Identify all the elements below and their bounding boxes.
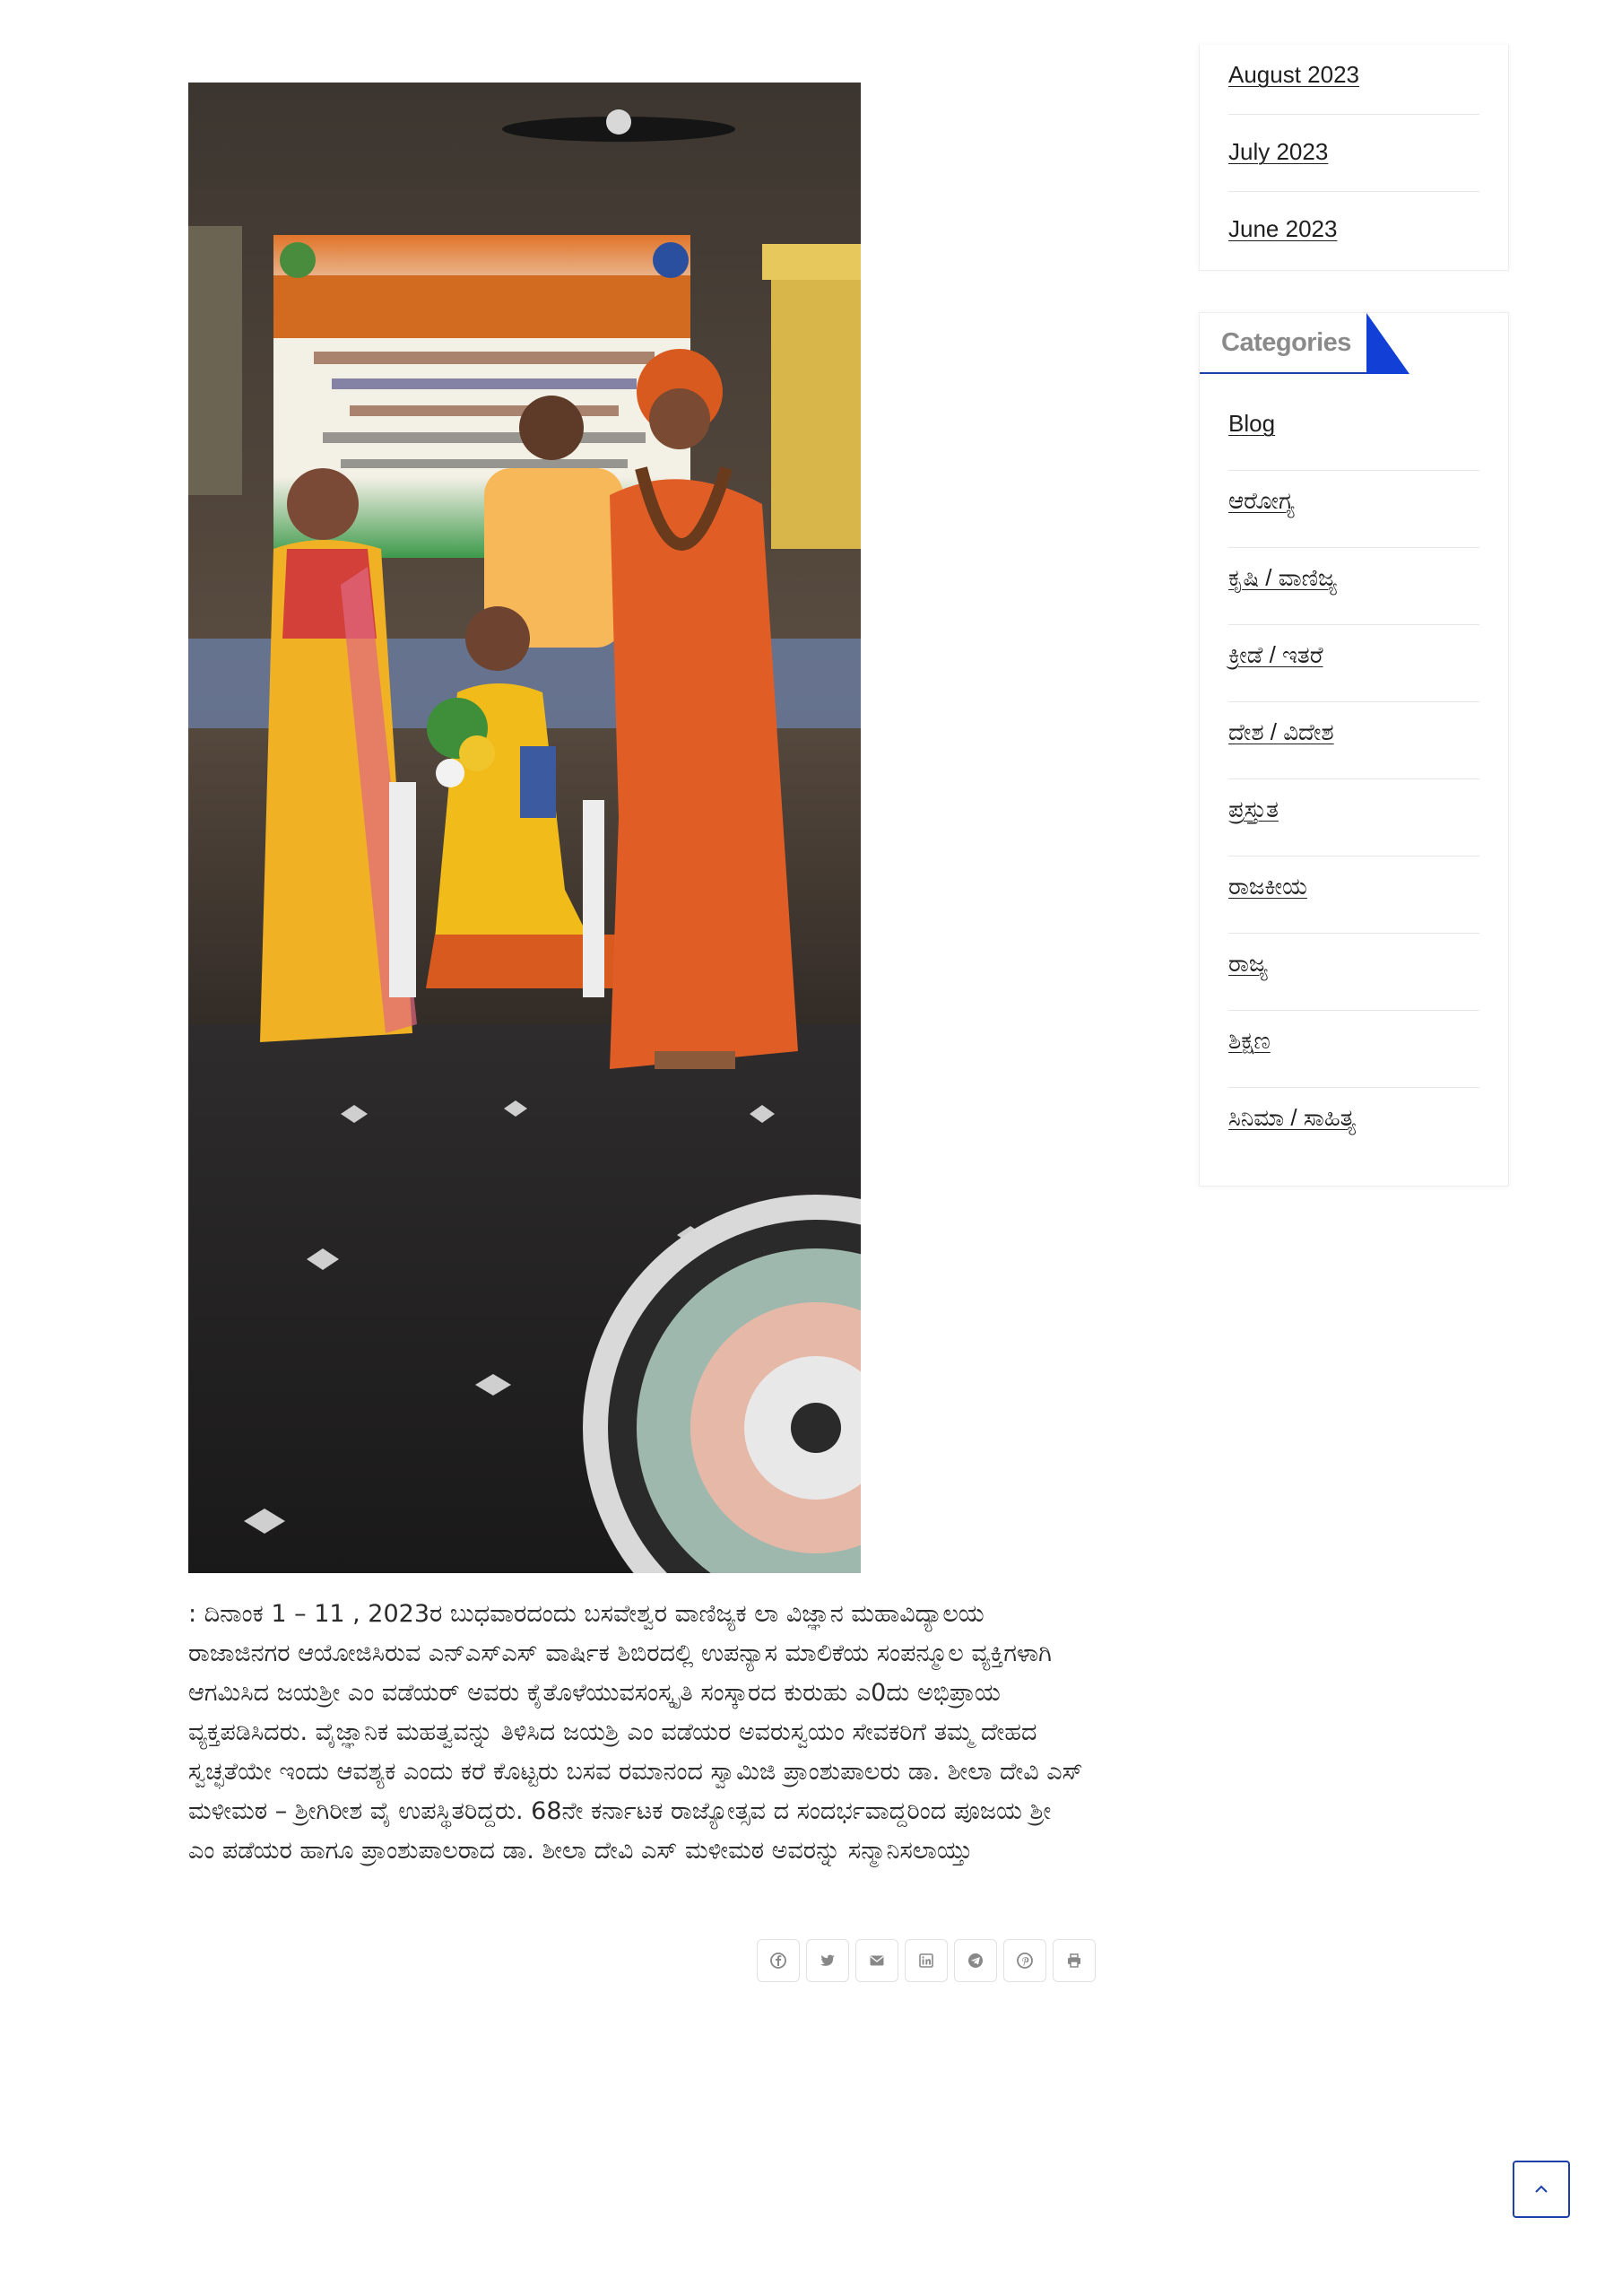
category-link-blog[interactable]: Blog <box>1228 410 1276 437</box>
categories-widget <box>1199 312 1509 1187</box>
list-item <box>1228 115 1479 192</box>
list-item <box>1228 1088 1479 1165</box>
category-link-agriculture-commerce[interactable]: ಕೃಷಿ / ವಾಣಿಜ್ಯ <box>1228 564 1338 591</box>
archive-link-july-2023[interactable]: July 2023 <box>1228 138 1329 165</box>
share-twitter-button[interactable] <box>806 1939 849 1982</box>
widget-header <box>1200 313 1508 374</box>
archive-link-june-2023[interactable]: June 2023 <box>1228 215 1338 242</box>
archive-link-august-2023[interactable]: August 2023 <box>1228 61 1360 88</box>
category-link-state[interactable]: ರಾಜ್ಯ <box>1228 950 1268 977</box>
list-item <box>1228 45 1479 115</box>
category-link-politics[interactable]: ರಾಜಕೀಯ <box>1228 873 1307 900</box>
print-button[interactable] <box>1053 1939 1096 1982</box>
chevron-up-icon <box>1533 2184 1549 2195</box>
list-item <box>1228 394 1479 471</box>
article-body <box>188 1595 1085 1871</box>
article-paragraph: : ದಿನಾಂಕ 1 – 11 , 2023ರ ಬುಧವಾರದಂದು ಬಸವೇಶ್ವರ ವಾಣಿಜ್ಯಕ ಲಾ ವಿಜ್ಞಾನ ಮಹಾವಿದ್ಯಾಲಯ ರಾಜಾಜಿನಗರ ಆಯೋಜಿಸಿರುವ ಎನ್‌ಎಸ್‌ಎಸ್ ವಾರ್ಷಿಕ ಶಿಬಿರದಲ್ಲಿ ಉಪನ್ಯಾಸ ಮಾಲಿಕೆಯ ಸಂಪನ್ಮೂಲ ವ್ಯಕ್ತಿಗಳಾಗಿ ಆಗಮಿಸಿದ ಜಯಶ್ರೀ ಎಂ ವಡೆಯರ್ ಅವರು ಕೈತೊಳೆಯುವಸಂಸ್ಕೃತಿ ಸಂಸ್ಕಾರದ ಕುರುಹು ಎ0ದು ಅಭಿಪ್ರಾಯ ವ್ಯಕ್ತಪಡಿಸಿದರು. ವೈಜ್ಞಾನಿಕ ಮಹತ್ವವನ್ನು ತಿಳಿಸಿದ ಜಯಶ್ರಿ ಎಂ ವಡೆಯರ ಅವರುಸ್ವಯಂ ಸೇವಕರಿಗೆ ತಮ್ಮ ದೇಹದ ಸ್ವಚ್ಛತೆಯೇ ಇಂದು ಆವಶ್ಯಕ ಎಂದು ಕರೆ ಕೊಟ್ಟರು ಬಸವ ರಮಾನಂದ ಸ್ವಾಮಿಜಿ ಪ್ರಾಂಶುಪಾಲರು ಡಾ. ಶೀಲಾ ದೇವಿ ಎಸ್ ಮಳೀಮಠ – ಶ್ರೀಗಿರೀಶ ವೈ ಉಪಸ್ಥಿತರಿದ್ದರು. 68ನೇ ಕರ್ನಾಟಕ ರಾಜ್ಯೋತ್ಸವ ದ ಸಂದರ್ಭವಾದ್ದರಿಂದ ಪೂಜಯ ಶ್ರೀ ಎಂ ಪಡೆಯರ ಹಾಗೂ ಪ್ರಾಂಶುಪಾಲರಾದ ಡಾ. ಶೀಲಾ ದೇವಿ ಎಸ್ ಮಳೀಮಠ ಅವರನ್ನು ಸನ್ಮಾನಿಸಲಾಯ್ತು <box>188 1600 1083 1865</box>
list-item <box>1228 625 1479 702</box>
archives-widget <box>1199 45 1509 271</box>
categories-list <box>1200 394 1508 1165</box>
print-icon <box>1065 1952 1083 1970</box>
list-item <box>1228 471 1479 548</box>
list-item <box>1228 857 1479 934</box>
list-item <box>1228 192 1479 269</box>
category-link-health[interactable]: ಆರೋಗ್ಯ <box>1228 487 1295 514</box>
share-telegram-button[interactable] <box>954 1939 997 1982</box>
article-photo <box>188 83 861 1573</box>
list-item <box>1228 702 1479 779</box>
twitter-icon <box>819 1952 837 1970</box>
share-linkedin-button[interactable] <box>905 1939 948 1982</box>
category-link-sports-others[interactable]: ಕ್ರೀಡೆ / ಇತರೆ <box>1228 641 1323 668</box>
category-link-education[interactable]: ಶಿಕ್ಷಣ <box>1228 1027 1271 1054</box>
pinterest-icon <box>1016 1952 1034 1970</box>
telegram-icon <box>967 1952 984 1970</box>
list-item <box>1228 1011 1479 1088</box>
list-item <box>1228 934 1479 1011</box>
archives-list <box>1200 45 1508 269</box>
list-item <box>1228 548 1479 625</box>
scroll-to-top-button[interactable] <box>1513 2161 1570 2218</box>
facebook-icon <box>769 1952 787 1970</box>
category-link-cinema-literature[interactable]: ಸಿನಿಮಾ / ಸಾಹಿತ್ಯ <box>1228 1104 1357 1131</box>
email-icon <box>868 1952 886 1970</box>
list-item <box>1228 779 1479 857</box>
share-buttons <box>757 1939 1096 1982</box>
categories-title: Categories <box>1200 313 1366 374</box>
title-flag-decoration <box>1366 313 1409 374</box>
category-link-current[interactable]: ಪ್ರಸ್ತುತ <box>1228 796 1279 822</box>
share-pinterest-button[interactable] <box>1003 1939 1046 1982</box>
event-photo-illustration <box>188 83 861 1573</box>
category-link-national-international[interactable]: ದೇಶ / ವಿದೇಶ <box>1228 718 1334 745</box>
share-facebook-button[interactable] <box>757 1939 800 1982</box>
linkedin-icon <box>917 1952 935 1970</box>
share-email-button[interactable] <box>855 1939 898 1982</box>
